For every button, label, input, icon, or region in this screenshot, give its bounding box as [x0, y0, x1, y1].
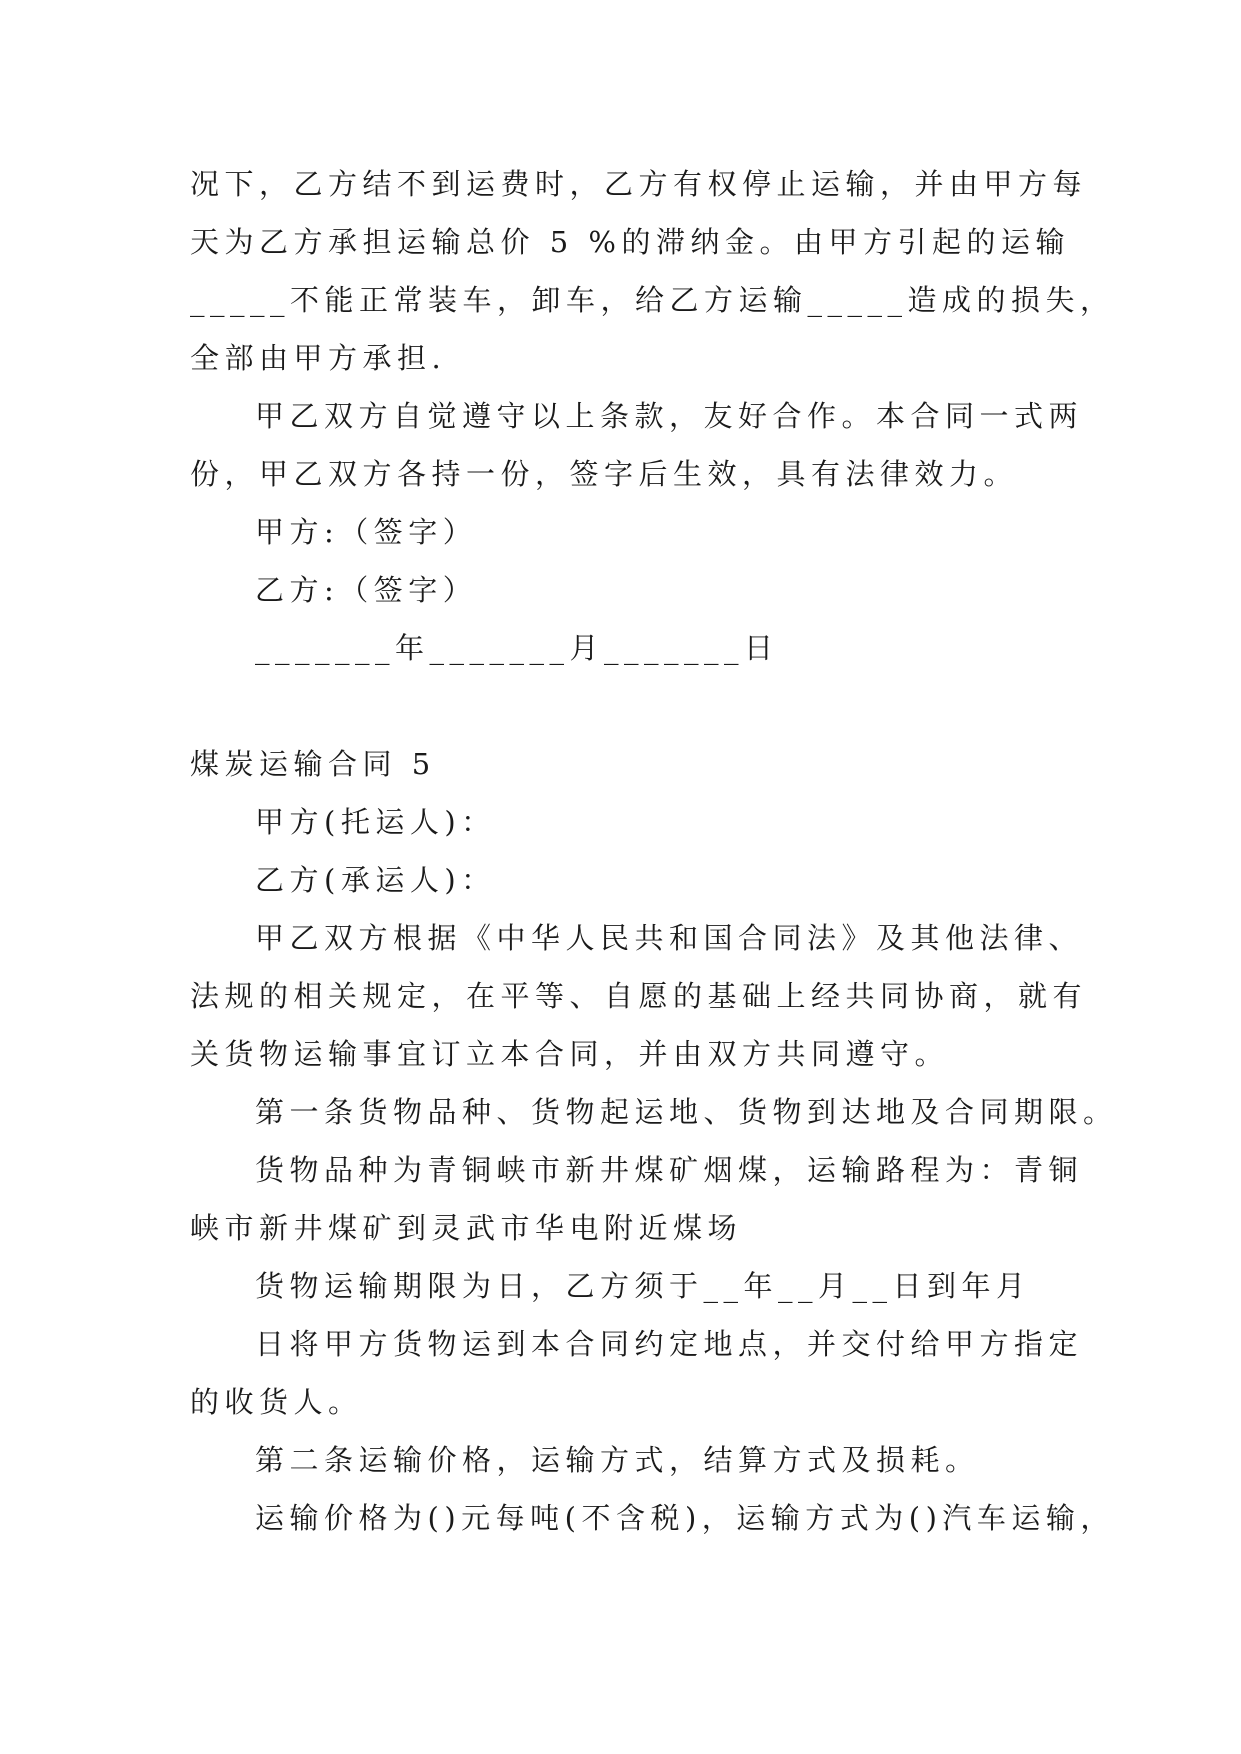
signature-party-b: 乙方:（签字）	[255, 573, 478, 607]
text-line-preamble-1: 甲乙双方根据《中华人民共和国合同法》及其他法律、	[255, 921, 1084, 955]
text-line-transport-period-3: 的收货人。	[190, 1385, 363, 1419]
text-line-loading-loss: _____不能正常装车，卸车，给乙方运输_____造成的损失，	[190, 283, 1115, 317]
signature-date: _______年_______月_______日	[255, 631, 779, 665]
text-line-party-a-bears: 全部由甲方承担.	[190, 341, 447, 375]
text-line-goods-type-2: 峡市新井煤矿到灵武市华电附近煤场	[190, 1211, 743, 1245]
text-line-overdue-fee-1: 况下，乙方结不到运费时，乙方有权停止运输，并由甲方每	[190, 167, 1088, 201]
text-line-transport-period-1: 货物运输期限为日，乙方须于__年__月__日到年月	[255, 1269, 1031, 1303]
text-line-preamble-2: 法规的相关规定，在平等、自愿的基础上经共同协商，就有	[190, 979, 1088, 1013]
text-line-preamble-3: 关货物运输事宜订立本合同，并由双方共同遵守。	[190, 1037, 950, 1071]
party-a-shipper: 甲方(托运人)：	[255, 805, 496, 839]
text-line-transport-period-2: 日将甲方货物运到本合同约定地点，并交付给甲方指定	[255, 1327, 1084, 1361]
party-b-carrier: 乙方(承运人)：	[255, 863, 496, 897]
contract-title: 煤炭运输合同 5	[190, 747, 436, 781]
article-2-heading: 第二条运输价格，运输方式，结算方式及损耗。	[255, 1443, 980, 1477]
text-line-cooperation-2: 份，甲乙双方各持一份，签字后生效，具有法律效力。	[190, 457, 1019, 491]
article-1-heading: 第一条货物品种、货物起运地、货物到达地及合同期限。	[255, 1095, 1118, 1129]
text-line-cooperation-1: 甲乙双方自觉遵守以上条款，友好合作。本合同一式两	[255, 399, 1084, 433]
text-line-overdue-fee-2: 天为乙方承担运输总价 5 %的滞纳金。由甲方引起的运输	[190, 225, 1070, 259]
text-line-transport-price: 运输价格为()元每吨(不含税)，运输方式为()汽车运输，	[255, 1501, 1115, 1535]
signature-party-a: 甲方:（签字）	[255, 515, 478, 549]
text-line-goods-type-1: 货物品种为青铜峡市新井煤矿烟煤，运输路程为：青铜	[255, 1153, 1084, 1187]
